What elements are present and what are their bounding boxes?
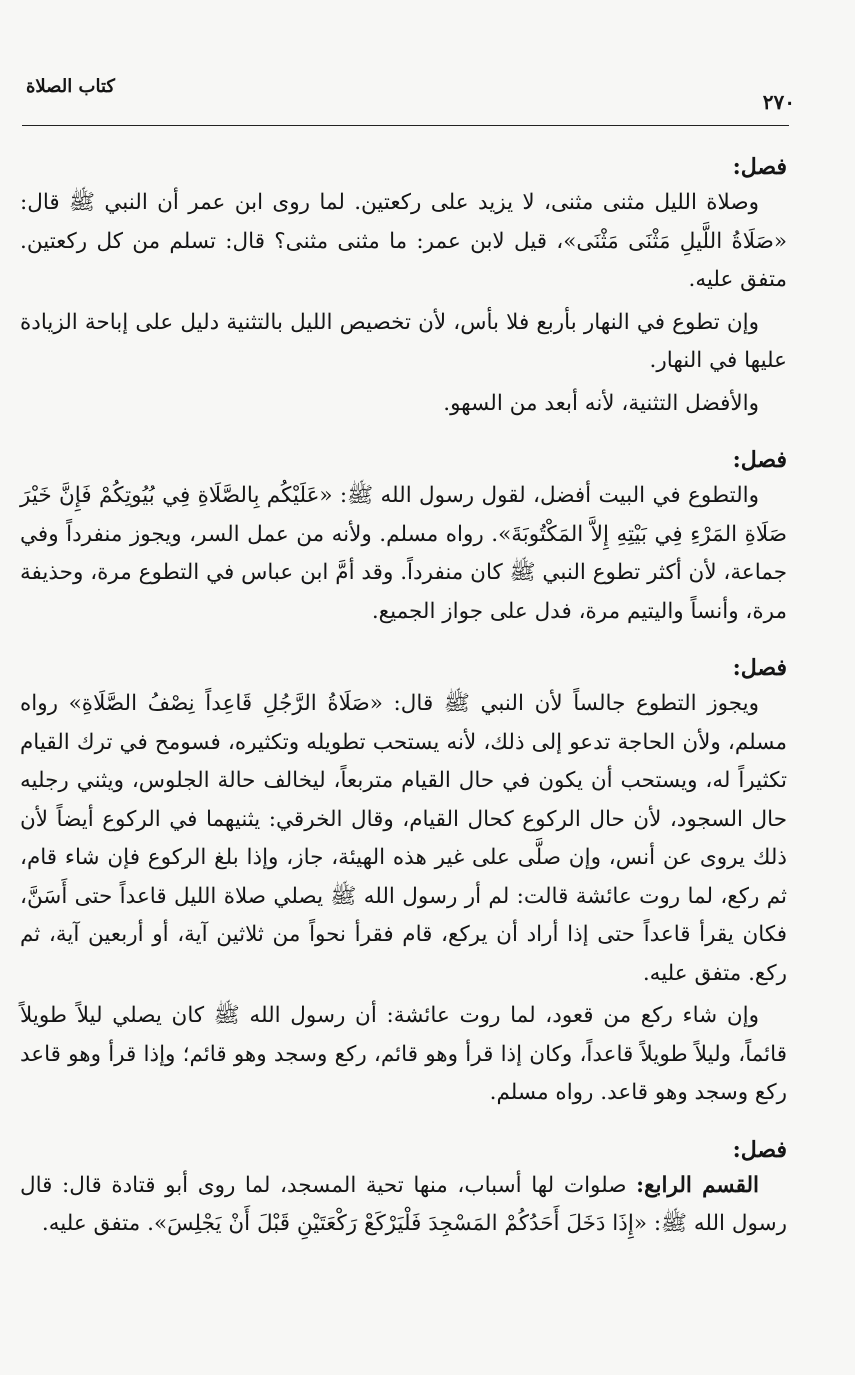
page-body xyxy=(20,150,787,1264)
section-heading: فصل: xyxy=(732,655,787,681)
section-night-prayer xyxy=(20,150,787,423)
header-rule xyxy=(22,125,789,126)
paragraph: والأفضل التثنية، لأنه أبعد من السهو. xyxy=(443,390,759,416)
paragraph: ويجوز التطوع جالساً لأن النبي ﷺ قال: «صَلَاةُ الرَّجُلِ قَاعِداً نِصْفُ الصَّلَاةِ» رواه مسلم، ولأن الحاجة تدعو إلى ذلك، لأنه يستحب تطويله وتكثيره، فسومح في ترك القيام تكثيراً له، ويستحب أن يكون في حال القيام متربعاً، ليخالف حالة الجلوس، ويثني رجليه حال السجود، لأن حال الركوع كحال القيام، وقال الخرقي: يثنيهما في الركوع أيضاً لأن ذلك يروى عن أنس، وإن صلَّى على غير هذه الهيئة، جاز، وإذا بلغ الركوع فإن شاء قام، ثم ركع، لما روت عائشة قالت: لم أر رسول الله ﷺ يصلي صلاة الليل قاعداً حتى أَسَنَّ، فكان يقرأ قاعداً حتى إذا أراد أن يركع، قام فقرأ نحواً من ثلاثين آية، أو أربعين آية، ثم ركع. متفق عليه. xyxy=(20,691,787,986)
section-sitting-prayer xyxy=(20,651,787,1113)
section-heading: فصل: xyxy=(732,447,787,473)
paragraph-text: صلوات لها أسباب، منها تحية المسجد، لما روى أبو قتادة قال: قال رسول الله ﷺ: «إِذَا دَخَلَ أَحَدُكُمْ المَسْجِدَ فَلْيَرْكَعْ رَكْعَتَيْنِ قَبْلَ أَنْ يَجْلِسَ». متفق عليه. xyxy=(20,1172,787,1236)
paragraph: وإن تطوع في النهار بأربع فلا بأس، لأن تخصيص الليل بالتثنية دليل على إباحة الزيادة عليها في النهار. xyxy=(20,309,787,373)
running-title: كتاب الصلاة xyxy=(26,76,115,97)
paragraph-lead: القسم الرابع: xyxy=(636,1172,759,1198)
page-number: ٢٧٠ xyxy=(762,90,795,114)
page-header xyxy=(26,76,795,114)
paragraph: والتطوع في البيت أفضل، لقول رسول الله ﷺ: «عَلَيْكُم بِالصَّلَاةِ فِي بُيُوتِكُمْ فَإِنَّ خَيْرَ صَلَاةِ المَرْءِ فِي بَيْتِهِ إِلاَّ المَكْتُوبَةَ». رواه مسلم. ولأنه من عمل السر، ويجوز منفرداً وفي جماعة، لأن أكثر تطوع النبي ﷺ كان منفرداً. وقد أمَّ ابن عباس في التطوع مرة، وحذيفة مرة، وأنساً واليتيم مرة، فدل على جواز الجميع. xyxy=(20,483,787,624)
section-heading: فصل: xyxy=(732,1136,787,1163)
section-heading: فصل: xyxy=(732,154,787,180)
section-voluntary-at-home xyxy=(20,443,787,631)
paragraph: وصلاة الليل مثنى مثنى، لا يزيد على ركعتين. لما روى ابن عمر أن النبي ﷺ قال: «صَلَاةُ اللَّيلِ مَثْنَى مَثْنَى»، قيل لابن عمر: ما مثنى مثنى؟ قال: تسلم من كل ركعتين. متفق عليه. xyxy=(20,190,787,292)
paragraph: وإن شاء ركع من قعود، لما روت عائشة: أن رسول الله ﷺ كان يصلي ليلاً طويلاً قائماً، وليلاً طويلاً قاعداً، وكان إذا قرأ وهو قائم، ركع وسجد وهو قائم؛ وإذا قرأ وهو قاعد ركع وسجد وهو قاعد. رواه مسلم. xyxy=(20,1003,787,1105)
section-fourth-category xyxy=(20,1133,787,1244)
paragraph xyxy=(20,1167,787,1244)
